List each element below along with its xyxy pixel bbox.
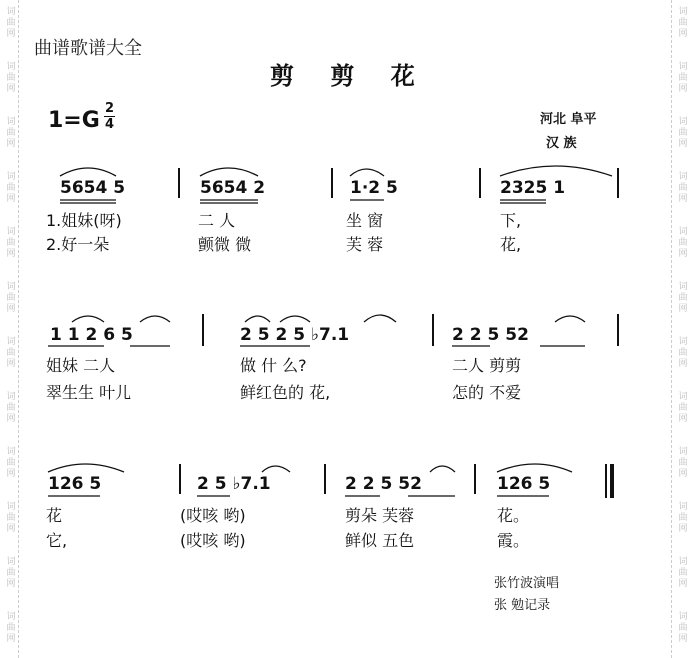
lyric-verse2: 鲜红色的 花, [240, 383, 331, 402]
key-signature: 1=G [48, 108, 100, 133]
lyric-verse1: 姐妹 二人 [46, 356, 116, 375]
watermark-text: 词曲网 [4, 281, 15, 314]
lyric-verse2: 霞。 [497, 531, 530, 550]
time-signature-bottom: 4 [104, 117, 115, 132]
watermark-text: 词曲网 [676, 501, 687, 534]
lyric-verse1: 1.姐妹(呀) [46, 211, 122, 230]
watermark-text: 词曲网 [676, 391, 687, 424]
lyric-verse1: 花。 [497, 506, 530, 525]
watermark-text: 词曲网 [4, 611, 15, 644]
lyric-verse2: 2.好一朵 [46, 235, 110, 254]
watermark-text: 词曲网 [4, 336, 15, 369]
watermark-text: 词曲网 [4, 61, 15, 94]
slur [140, 316, 170, 322]
singer-credit: 张竹波演唱 [494, 576, 560, 591]
lyric-verse1: 花 [46, 506, 63, 525]
watermark-text: 词曲网 [676, 281, 687, 314]
lyric-verse2: 芙 蓉 [346, 235, 384, 254]
watermark-text: 词曲网 [4, 446, 15, 479]
watermark-text: 词曲网 [4, 226, 15, 259]
slur [262, 466, 290, 472]
slur [497, 464, 572, 472]
recorder-credit: 张 勉记录 [494, 598, 551, 613]
watermark-text: 词曲网 [676, 336, 687, 369]
slur [245, 316, 270, 322]
watermark-text: 词曲网 [676, 446, 687, 479]
slur [48, 464, 124, 472]
measure-notes: 1 1 2 6 5 [50, 325, 133, 345]
time-signature-top: 2 [104, 101, 115, 116]
slur [430, 466, 455, 472]
watermark-text: 词曲网 [676, 611, 687, 644]
measure-notes: 2 5 ♭7.1 [197, 474, 271, 494]
watermark-text: 词曲网 [676, 61, 687, 94]
watermark-text: 词曲网 [676, 226, 687, 259]
slur [555, 316, 585, 322]
measure-notes: 1·2 5 [350, 178, 398, 198]
lyric-verse2: 它, [46, 531, 68, 550]
watermark-text: 词曲网 [676, 6, 687, 39]
watermark-text: 词曲网 [676, 171, 687, 204]
slur [200, 168, 258, 176]
slur [60, 168, 116, 176]
watermark-text: 词曲网 [4, 116, 15, 149]
lyric-verse2: (哎咳 哟) [180, 531, 246, 550]
lyric-verse2: 花, [500, 235, 522, 254]
lyric-verse1: 剪朵 芙蓉 [345, 506, 415, 525]
lyric-verse1: 做 什 么? [240, 356, 307, 375]
measure-notes: 2325 1 [500, 178, 566, 198]
slur [350, 169, 384, 176]
watermark-text: 词曲网 [4, 6, 15, 39]
lyric-verse2: 颤微 微 [198, 235, 252, 254]
measure-notes: 5654 5 [60, 178, 126, 198]
lyric-verse1: 二 人 [198, 211, 236, 230]
watermark-text: 词曲网 [676, 556, 687, 589]
measure-notes: 2 5 2 5 ♭7.1 [240, 325, 350, 345]
measure-notes: 126 5 [48, 474, 102, 494]
measure-notes: 126 5 [497, 474, 551, 494]
lyric-verse2: 怎的 不爱 [452, 383, 522, 402]
lyric-verse2: 鲜似 五色 [345, 531, 415, 550]
watermark-text: 词曲网 [4, 556, 15, 589]
slur [500, 166, 612, 176]
watermark-text: 词曲网 [4, 501, 15, 534]
song-title: 剪 剪 花 [270, 62, 429, 90]
slur [72, 316, 104, 322]
slur [364, 315, 396, 322]
watermark-text: 词曲网 [676, 116, 687, 149]
lyric-verse1: (哎咳 哟) [180, 506, 246, 525]
measure-notes: 2 2 5 52 [345, 474, 422, 494]
watermark-text: 词曲网 [4, 391, 15, 424]
measure-notes: 2 2 5 52 [452, 325, 529, 345]
lyric-verse1: 坐 窗 [346, 211, 384, 230]
region-label: 河北 阜平 [540, 112, 597, 127]
site-name: 曲谱歌谱大全 [34, 38, 142, 59]
lyric-verse1: 下, [500, 211, 522, 230]
measure-notes: 5654 2 [200, 178, 266, 198]
watermark-text: 词曲网 [4, 171, 15, 204]
lyric-verse1: 二人 剪剪 [452, 356, 522, 375]
ethnicity-label: 汉 族 [546, 136, 577, 151]
lyric-verse2: 翠生生 叶儿 [46, 383, 132, 402]
slur [280, 316, 310, 322]
